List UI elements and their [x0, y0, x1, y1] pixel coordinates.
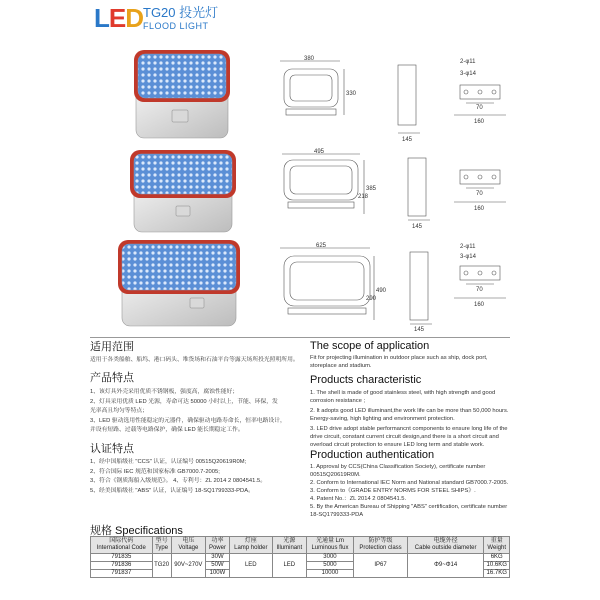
scope-title-en: The scope of application — [310, 340, 430, 352]
col-header-flux: 光通量 Lm Luminous flux — [306, 537, 353, 554]
list-item: 1. The shell is made of good stainless steel, with high strength and good corrosion resistance ; — [310, 390, 496, 404]
col-header-voltage: 电压 Voltage — [171, 537, 206, 554]
technical-drawing-50w — [270, 148, 510, 230]
table-header-row — [91, 537, 510, 554]
col-header-illuminant: 光源 Illuminant — [272, 537, 306, 554]
dim-height: 385 — [366, 186, 377, 192]
list-item: 光率高且均匀等特点； — [90, 408, 148, 415]
col-header-cable: 电缆外径 Cable outside diameter — [407, 537, 484, 554]
dim-side: 145 — [412, 224, 423, 230]
product-title-en: FLOOD LIGHT — [143, 21, 209, 31]
certification-list-en — [310, 463, 510, 519]
dim-height: 330 — [346, 91, 357, 97]
list-item: 3. Conform to《GRADE ENTRY NORMS FOR STEEL SHIPS》. — [310, 488, 476, 494]
dim-side: 145 — [402, 137, 413, 143]
dim-height: 490 — [376, 288, 387, 294]
list-item: 1、该灯具外壳采用优质不锈钢板，强度高，腐蚀性能好； — [90, 389, 239, 395]
certification-list-cn — [90, 458, 266, 496]
list-item: 2. It adopts good LED illuminant,the work life can be more than 50,000 hours. Energy-saving, high lighting and environment protection. — [310, 408, 509, 422]
mount-hole-a: 2-φ11 — [460, 244, 476, 250]
specifications-table — [90, 536, 510, 578]
list-item: 3、LED 驱动选用性能稳定的元器件，确保驱动电路寿命长，恒率电路设计， — [90, 417, 286, 424]
scope-text-cn: 适用于各类船舶、船坞、港口码头、堆货场和石油平台等露天场所投光照明所用。 — [90, 357, 299, 363]
list-item: 4. Patent No.：ZL 2014 2 0804541.5. — [310, 496, 407, 502]
features-list-en — [310, 389, 510, 449]
dim-height2: 218 — [358, 194, 369, 200]
table-row: 791836 50W 5000 10.6KG — [91, 562, 510, 570]
mount-outer: 160 — [474, 302, 485, 308]
product-title-cn: TG20 投光灯 — [143, 5, 219, 20]
col-header-code: 国际代码 International Code — [91, 537, 153, 554]
col-header-type: 型号 Type — [152, 537, 171, 554]
logo-letter-e: E — [108, 3, 126, 33]
certification-title-en: Production authentication — [310, 449, 435, 461]
dim-width: 380 — [304, 56, 315, 62]
logo-letter-l: L — [94, 3, 109, 33]
mount-inner: 70 — [476, 191, 483, 197]
mount-hole-b: 3-φ14 — [460, 71, 476, 77]
list-item: 3. LED drive adopt stable performancnt components to ensure long life of the drive circuit, constant current circuit design,and there is a short circuit and overload circuit protection to ensure LED long term and stable work. — [310, 426, 508, 448]
table-row: 791835 TG20 90V~270V 30W LED LED 3000 IP67 Φ9~Φ14 6KG — [91, 554, 510, 562]
dim-width: 625 — [316, 243, 327, 249]
col-header-holder: 灯座 Lamp holder — [229, 537, 272, 554]
list-item: 1、经中国船级社 "CCS" 认证，认证编号 00515Q20619R0M; — [90, 459, 247, 465]
mount-hole-a: 2-φ11 — [460, 59, 476, 65]
list-item: 2、灯具采用优质 LED 光源，寿命可达 50000 小时以上，节能、环保，发 — [90, 398, 278, 405]
dim-height2: 290 — [366, 296, 377, 302]
list-item: 2. Conform to International IEC Norm and National standard GB7000.7-2005. — [310, 480, 509, 486]
scope-title-cn: 适用范围 — [90, 341, 134, 353]
col-header-protection: 防护等级 Protection class — [354, 537, 408, 554]
list-item: 1. Approval by CCS(China Classification Society), certificate number 00515Q20619R0M. — [310, 464, 486, 478]
dim-side: 145 — [414, 327, 425, 332]
col-header-power: 功率 Power — [206, 537, 230, 554]
table-row: 791837 100W 10000 16.7KG — [91, 570, 510, 578]
features-list-cn — [90, 388, 286, 436]
features-title-en: Products characteristic — [310, 374, 422, 386]
scope-text-en: Fit for projecting illumination in outdoor place such as ship, dock port, storeplace and stadium. — [310, 355, 488, 369]
mount-hole-b: 3-φ14 — [460, 254, 476, 260]
list-item: 并设有短路、过载等电路保护，确保 LED 能长期稳定工作。 — [90, 427, 244, 434]
dim-width: 495 — [314, 149, 325, 155]
logo-letter-d: D — [125, 3, 144, 33]
mount-inner: 70 — [476, 287, 483, 293]
list-item: 5、经美国船级社 "ABS" 认证，认证编号 18-SQ1799333-PDA。 — [90, 487, 254, 494]
specifications-title: 规格 Specifications — [90, 525, 183, 537]
list-item: 3、符合《钢质海船入级规范》。 4、专利号：ZL 2014 2 0804541.5。 — [90, 478, 266, 485]
certification-title-cn: 认证特点 — [90, 443, 134, 455]
lamp-photo-50w — [128, 148, 238, 234]
lamp-photo-100w — [114, 238, 244, 328]
mount-inner: 70 — [476, 105, 483, 111]
lamp-photo-30w — [128, 48, 236, 140]
features-title-cn: 产品特点 — [90, 372, 134, 384]
mount-outer: 160 — [474, 119, 485, 125]
mount-outer: 160 — [474, 206, 485, 212]
list-item: 2、符合国际 IEC 规范和国家标准 GB7000.7-2005; — [90, 468, 220, 475]
technical-drawing-100w — [270, 240, 510, 332]
led-logo — [94, 5, 143, 31]
list-item: 5. By the American Bureau of Shipping "ABS" certification, certificate number 18-SQ1799333-PDA — [310, 504, 508, 518]
technical-drawing-30w — [270, 55, 510, 145]
section-divider — [90, 337, 510, 338]
col-header-weight: 重量 Weight — [484, 537, 510, 554]
